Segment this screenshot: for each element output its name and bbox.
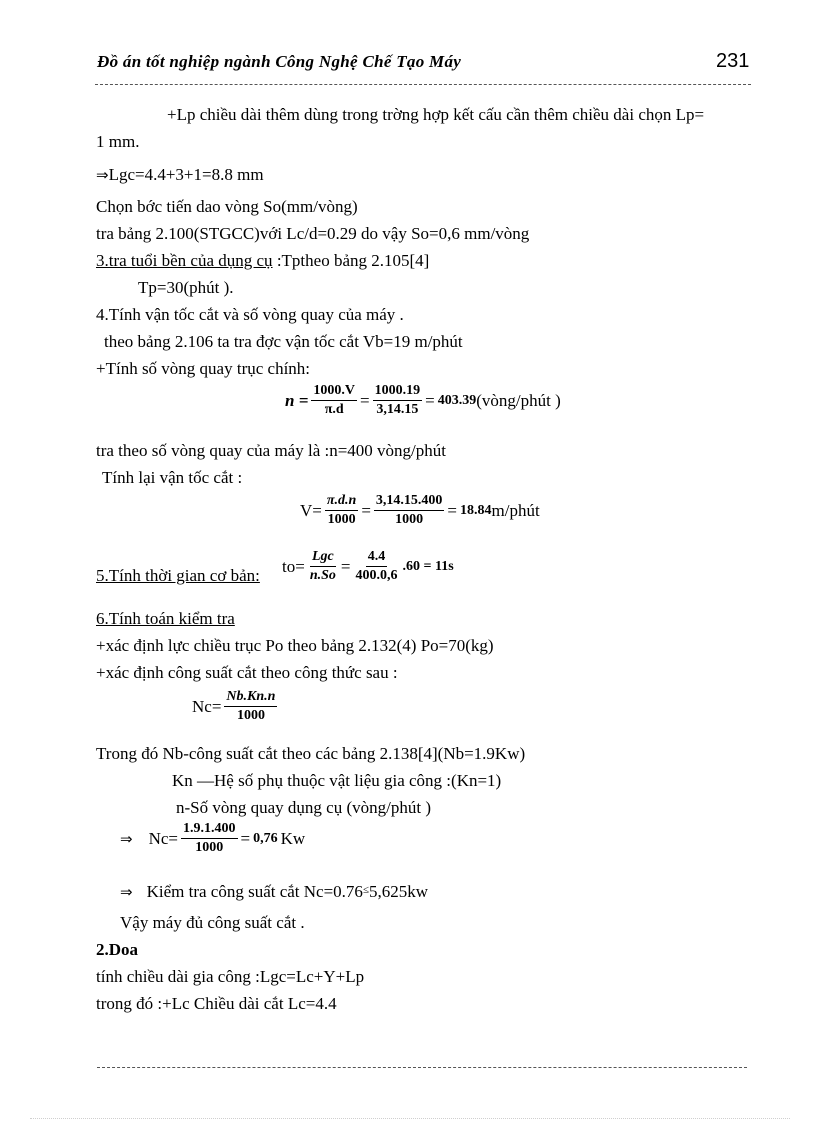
fraction — [374, 492, 445, 529]
text-line: trong đó :+Lc Chiều dài cắt Lc=4.4 — [96, 994, 337, 1013]
fraction-numerator: Nb.Kn.n — [224, 688, 277, 707]
text-line: Tính lại vận tốc cắt : — [102, 468, 243, 487]
text-line: Vậy máy đủ công suất cắt . — [120, 913, 305, 932]
fraction-denominator: 1000 — [236, 708, 265, 723]
text-line: +Tính số vòng quay trục chính: — [96, 359, 311, 378]
section-heading: 6.Tính toán kiểm tra — [96, 609, 235, 628]
equals-sign: = — [425, 390, 435, 410]
fraction-denominator: 400.0,6 — [355, 568, 398, 583]
text-line: tra theo số vòng quay của máy là :n=400 vòng/phút — [96, 441, 446, 460]
eq-result: 403.39 — [437, 392, 477, 408]
section-heading: 5.Tính thời gian cơ bản: — [96, 566, 260, 585]
fraction — [224, 688, 277, 725]
text-line: tính chiều dài gia công :Lgc=Lc+Y+Lp — [96, 967, 365, 986]
footer-rule — [97, 1067, 747, 1068]
implies-arrow-icon: ⇒ — [120, 883, 133, 901]
equals-sign: = — [361, 500, 371, 520]
eq-result: 0,76 — [253, 830, 278, 846]
equals-sign: = — [340, 556, 351, 576]
page-number: 231 — [716, 50, 750, 72]
text-line: n-Số vòng quay dụng cụ (vòng/phút ) — [176, 798, 431, 817]
eq-lhs: Nc= — [192, 696, 222, 716]
text-span: :Tpthеo bảng 2.105[4] — [272, 251, 430, 270]
text-span: Lgc=4.4+3+1=8.8 mm — [108, 165, 264, 184]
page-header-title: Đồ án tốt nghiệp ngành Công Nghệ Chế Tạo Máy — [97, 52, 462, 71]
fraction-numerator: 1.9.1.400 — [181, 820, 238, 839]
text-span: Kiểm tra công suất cắt Nc=0.76 — [146, 882, 363, 901]
page-bottom-border — [30, 1118, 790, 1119]
fraction — [181, 820, 238, 857]
fraction-denominator: π.d — [324, 402, 344, 417]
fraction-denominator: 1000 — [327, 512, 356, 527]
fraction-numerator: Lgc — [310, 548, 336, 567]
text-line: theo bảng 2.106 ta tra đợc vận tốc cắt Vb=19 m/phút — [104, 332, 463, 351]
equals-sign: = — [360, 390, 370, 410]
equals-sign: = — [447, 500, 457, 520]
equation-cutting-speed — [300, 492, 540, 529]
equation-cutting-power-formula — [192, 688, 280, 725]
eq-unit: m/phút — [491, 500, 540, 520]
fraction-numerator: 4.4 — [366, 548, 388, 567]
section-heading: 3.tra tuổi bền của dụng cụ — [96, 251, 273, 270]
fraction — [353, 548, 399, 585]
eq-lhs: to= — [282, 556, 305, 576]
eq-tail: .60 = 11s — [402, 558, 454, 574]
text-line: +Lp chiều dài thêm dùng trong trờng hợp kết cấu cần thêm chiều dài chọn Lp= — [167, 105, 705, 124]
text-line: Kn —Hệ số phụ thuộc vật liệu gia công :(Kn=1) — [172, 771, 502, 790]
implies-arrow-icon: ⇒ — [96, 166, 109, 184]
eq-lhs: V= — [300, 500, 322, 520]
eq-unit: (vòng/phút ) — [476, 390, 561, 410]
eq-lhs: Nc= — [148, 828, 178, 848]
text-line: Tp=30(phút ). — [138, 278, 234, 297]
text-line — [96, 165, 264, 185]
eq-result: 18.84 — [460, 502, 492, 518]
fraction — [373, 382, 423, 419]
equals-sign: = — [240, 828, 251, 848]
fraction-denominator: n.So — [309, 568, 336, 583]
header-rule — [95, 84, 751, 85]
less-equal-sign: ≤ — [362, 884, 369, 896]
fraction — [325, 492, 358, 529]
section-heading: 4.Tính vận tốc cắt và số vòng quay của máy . — [96, 305, 404, 324]
equation-spindle-speed — [285, 382, 561, 419]
fraction — [308, 548, 338, 585]
text-line: Chọn bớc tiến dao vòng So(mm/vòng) — [96, 197, 358, 216]
eq-unit: Kw — [280, 828, 306, 848]
text-line: +xác định công suất cắt theo công thức sau : — [96, 663, 398, 682]
equation-cutting-power-value — [120, 820, 305, 857]
fraction-denominator: 3,14.15 — [376, 402, 419, 417]
text-line: 1 mm. — [96, 132, 140, 151]
text-line: +xác định lực chiều trục Po theo bảng 2.132(4) Po=70(kg) — [96, 636, 494, 655]
eq-lhs: n = — [285, 390, 309, 410]
text-line — [96, 566, 260, 586]
fraction-numerator: 1000.19 — [373, 382, 423, 401]
fraction-numerator: 1000.V — [311, 382, 357, 401]
implies-arrow-icon: ⇒ — [120, 829, 133, 848]
text-span: 5,625kw — [368, 882, 429, 901]
fraction-numerator: 3,14.15.400 — [374, 492, 445, 511]
fraction-denominator: 1000 — [395, 512, 424, 527]
text-line: tra bảng 2.100(STGCC)với Lc/d=0.29 do vậy So=0,6 mm/vòng — [96, 224, 530, 243]
fraction — [311, 382, 357, 419]
text-line — [120, 880, 428, 902]
text-line — [96, 251, 429, 271]
text-line: Trong đó Nb-công suất cắt theo các bảng 2.138[4](Nb=1.9Kw) — [96, 744, 526, 763]
fraction-numerator: π.d.n — [325, 492, 358, 511]
section-heading: 2.Doa — [96, 940, 139, 959]
fraction-denominator: 1000 — [195, 840, 224, 855]
equation-machining-time — [282, 548, 454, 585]
